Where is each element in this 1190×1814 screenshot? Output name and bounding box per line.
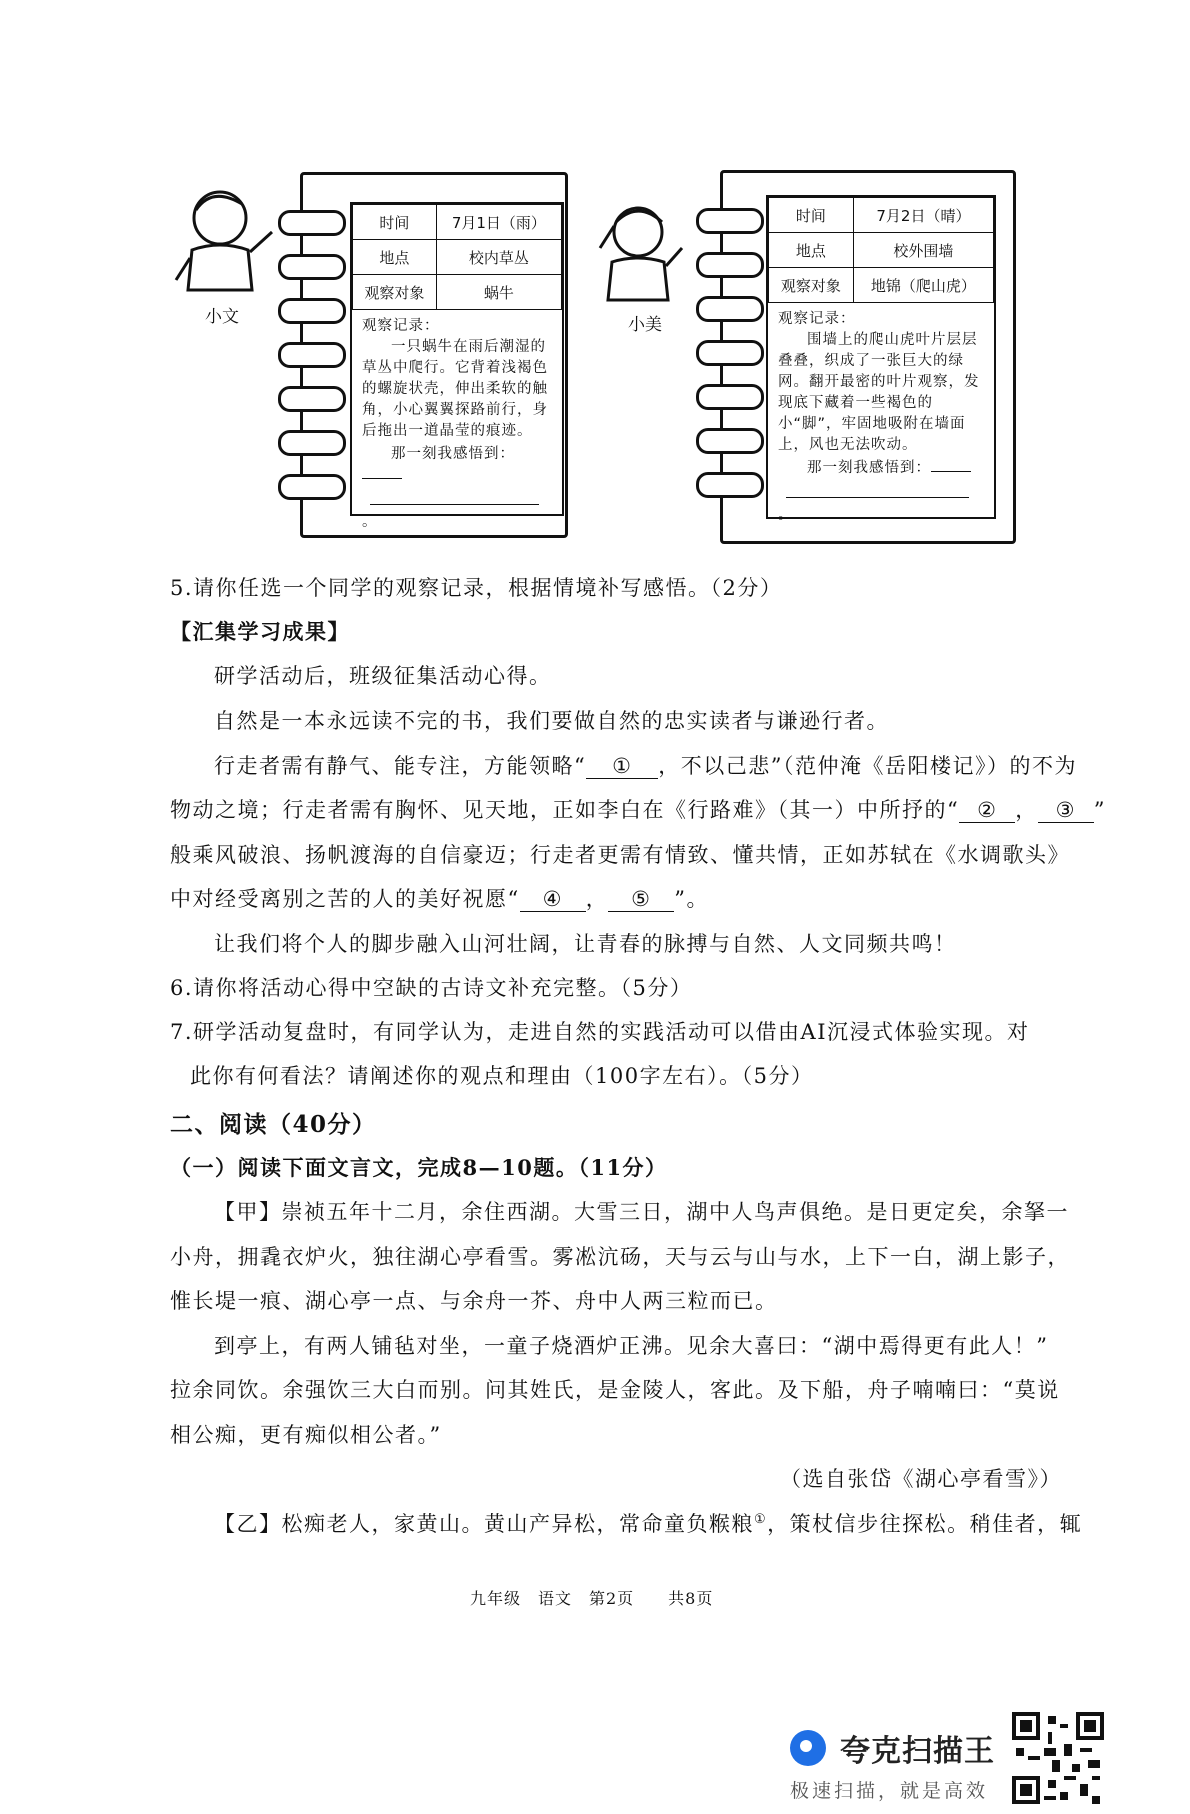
notebook-ring [278, 342, 346, 368]
notebook-ring [696, 208, 764, 234]
passage-source: （选自张岱《湖心亭看雪》） [780, 1467, 1062, 1491]
xiaomei-figure [590, 196, 690, 306]
notebook-ring [278, 430, 346, 456]
question-7-cont: 此你有何看法？请阐述你的观点和理由（100字左右）。（5分） [190, 1064, 814, 1088]
time-label: 时间 [353, 205, 437, 240]
end-mark: 。 [362, 514, 378, 530]
object-value: 蜗牛 [436, 275, 561, 310]
xiaowen-figure [172, 180, 282, 300]
observation-card-xiaomei [766, 195, 996, 523]
passage-jia-line-4: 到亭上，有两人铺毡对坐，一童子烧酒炉正沸。见余大喜曰：“湖中焉得更有此人！” [214, 1334, 1049, 1358]
section-title: 【汇集学习成果】 [170, 619, 350, 644]
time-label: 时间 [769, 198, 854, 233]
insight-blank[interactable] [931, 459, 971, 472]
question-5: 5.请你任选一个同学的观察记录，根据情境补写感悟。（2分） [170, 576, 783, 600]
record-label: 观察记录： [362, 318, 440, 334]
quark-logo-icon [790, 1730, 826, 1766]
watermark-subtitle: 极速扫描，就是高效 [790, 1780, 989, 1802]
page-footer: 九年级 语文 第2页 共8页 [470, 1589, 714, 1608]
paragraph-3-text-b: ，不以己悲”（范仲淹《岳阳楼记》）的不为 [658, 754, 1077, 778]
blank-5[interactable]: ⑤ [608, 887, 674, 912]
watermark-title: 夸克扫描王 [840, 1734, 995, 1769]
record-text: 围墙上的爬山虎叶片层层叠叠，织成了一张巨大的绿网。翻开最密的叶片观察，发现底下藏着一些褐色的小“脚”，牢固地吸附在墙面上，风也无法吹动。 [778, 332, 980, 453]
paragraph-4 [170, 794, 1106, 824]
record-text: 一只蜗牛在雨后潮湿的草丛中爬行。它背着浅褐色的螺旋状壳，伸出柔软的触角，小心翼翼探路前行，身后拖出一道晶莹的痕迹。 [362, 339, 548, 439]
object-label: 观察对象 [769, 268, 854, 303]
passage-jia-line-6: 相公痴，更有痴似相公者。” [170, 1423, 442, 1447]
passage-jia-line-1: 【甲】崇祯五年十二月，余住西湖。大雪三日，湖中人鸟声俱绝。是日更定矣，余拏一 [214, 1200, 1069, 1224]
time-value: 7月1日（雨） [436, 205, 561, 240]
qr-code-icon [1012, 1712, 1104, 1804]
person-label-xiaomei: 小美 [628, 315, 662, 335]
paragraph-3 [214, 750, 1077, 780]
footnote-marker: ① [754, 1512, 768, 1527]
paragraph-6-text: 中对经受离别之苦的人的美好祝愿“ [170, 887, 520, 911]
notebook-ring [278, 254, 346, 280]
passage-yi-text-b: ，策杖信步往探松。稍佳者，辄 [767, 1512, 1083, 1536]
insight-blank-line[interactable] [786, 483, 969, 498]
notebook-ring [696, 384, 764, 410]
question-7: 7.研学活动复盘时，有同学认为，走进自然的实践活动可以借由AI沉浸式体验实现。对 [170, 1020, 1030, 1044]
place-value: 校外围墙 [853, 233, 993, 268]
observation-card-xiaowen [350, 202, 564, 530]
notebook-ring [696, 252, 764, 278]
record-label: 观察记录： [778, 311, 856, 327]
notebook-ring [696, 340, 764, 366]
notebook-ring [278, 474, 346, 500]
time-value: 7月2日（晴） [853, 198, 993, 233]
passage-jia-line-3: 惟长堤一痕、湖心亭一点、与余舟一芥、舟中人两三粒而已。 [170, 1289, 778, 1313]
separator: ， [585, 887, 609, 911]
paragraph-4-text-b: ” [1093, 798, 1106, 822]
place-label: 地点 [769, 233, 854, 268]
insight-prompt: 那一刻我感悟到： [391, 446, 515, 462]
object-value: 地锦（爬山虎） [853, 268, 993, 303]
part-2-title: 二、阅读（40分） [170, 1111, 377, 1138]
paragraph-3-text: 行走者需有静气、能专注，方能领略“ [214, 754, 587, 778]
blank-1[interactable]: ① [586, 754, 658, 779]
paragraph-4-text: 物动之境；行走者需有胸怀、见天地，正如李白在《行路难》（其一）中所抒的“ [170, 798, 960, 822]
notebook-ring [278, 298, 346, 324]
notebook-ring [278, 386, 346, 412]
separator: ， [1015, 798, 1038, 822]
passage-jia-line-5: 拉余同饮。余强饮三大白而别。问其姓氏，是金陵人，客此。及下船，舟子喃喃曰：“莫说 [170, 1378, 1060, 1402]
paragraph-6-text-b: ”。 [674, 887, 709, 911]
notebook-ring [696, 296, 764, 322]
blank-4[interactable]: ④ [520, 887, 586, 912]
blank-3[interactable]: ③ [1038, 798, 1094, 823]
place-label: 地点 [353, 240, 437, 275]
paragraph-2: 自然是一本永远读不完的书，我们要做自然的忠实读者与谦逊行者。 [214, 709, 889, 733]
passage-jia-line-2: 小舟，拥毳衣炉火，独往湖心亭看雪。雾凇沆砀，天与云与山与水，上下一白，湖上影子， [170, 1245, 1070, 1269]
object-label: 观察对象 [353, 275, 437, 310]
paragraph-1: 研学活动后，班级征集活动心得。 [214, 664, 552, 688]
insight-blank-line[interactable] [370, 490, 539, 505]
passage-yi-line-1 [214, 1508, 1082, 1538]
insight-blank[interactable] [362, 466, 402, 479]
notebook-ring [696, 472, 764, 498]
notebook-ring [278, 210, 346, 236]
insight-prompt: 那一刻我感悟到： [807, 460, 931, 476]
person-label-xiaowen: 小文 [205, 307, 239, 327]
subsection-1-title: （一）阅读下面文言文，完成8—10题。（11分） [170, 1155, 668, 1180]
end-mark: 。 [778, 507, 794, 523]
paragraph-7: 让我们将个人的脚步融入山河壮阔，让青春的脉搏与自然、人文同频共鸣！ [214, 932, 957, 956]
paragraph-6 [170, 883, 709, 913]
paragraph-5: 般乘风破浪、扬帆渡海的自信豪迈；行走者更需有情致、懂共情，正如苏轼在《水调歌头》 [170, 843, 1070, 867]
passage-yi-text: 【乙】松痴老人，家黄山。黄山产异松，常命童负糇粮 [214, 1512, 754, 1536]
question-6: 6.请你将活动心得中空缺的古诗文补充完整。（5分） [170, 976, 693, 1000]
place-value: 校内草丛 [436, 240, 561, 275]
notebook-ring [696, 428, 764, 454]
blank-2[interactable]: ② [959, 798, 1015, 823]
